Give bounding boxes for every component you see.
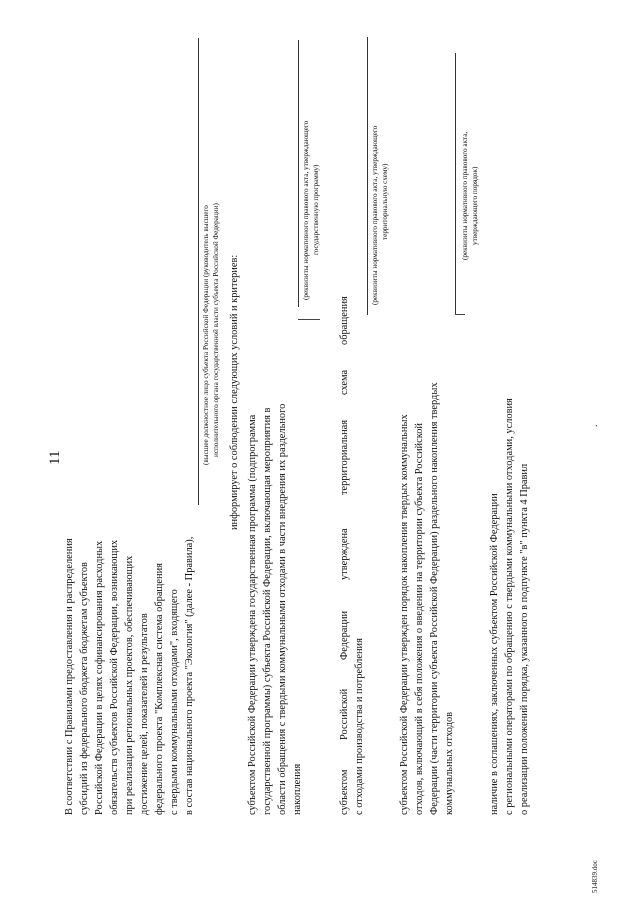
scheme-line: с отходами производства и потребления	[354, 638, 365, 815]
scheme-word: Федерации	[339, 610, 350, 660]
scheme-requisites-underline	[367, 37, 368, 315]
scheme-word: субъектом	[339, 769, 350, 815]
intro-line: достижение целей, показателей и результатов	[139, 613, 150, 815]
intro-line: обязательств субъектов Российской Федерации, возникающих	[109, 539, 120, 815]
intro-line: с твердыми коммунальными отходами", входящего	[169, 589, 180, 815]
stray-dot: .	[589, 424, 600, 427]
order-divider	[455, 314, 465, 315]
scheme-word: территориальная	[339, 419, 350, 495]
order-line: коммунальных отходов	[444, 711, 455, 815]
program-line: накопления	[292, 763, 303, 815]
agreements-line: о реализации положений порядка, указанного в подпункте "в" пункта 4 Правил	[519, 463, 530, 815]
footer-doc-id: 514839.doc	[591, 860, 599, 893]
program-line: государственной программы) субъекта Российской Федерации, включающая мероприятия в	[262, 407, 273, 815]
intro-line: в состав национального проекта "Экология" (далее - Правила),	[184, 536, 195, 815]
intro-line: Российской Федерации в целях софинансирования расходных	[94, 540, 105, 815]
order-line: отходов, включающий в себя положения о введении на территории субъекта Российской	[414, 423, 425, 815]
intro-line: В соответствии с Правилами предоставления и распределения	[64, 538, 75, 815]
order-line: субъектом Российской Федерации утвержден порядок накопления твердых коммунальных	[399, 414, 410, 815]
intro-line: при реализации региональных проектов, обеспечивающих	[124, 555, 135, 815]
scheme-word: схема	[339, 369, 350, 395]
official-caption: (высшее должностное лицо субъекта Российской Федерации (руководитель высшего	[202, 205, 210, 465]
page-number: 11	[47, 450, 63, 465]
official-caption: исполнительного органа государственной власти субъекта Российской Федерации)	[212, 203, 220, 457]
official-underline	[198, 38, 199, 505]
program-requisites-underline	[298, 40, 299, 307]
program-line: субъектом Российской Федерации утверждена государственная программа (подпрограмма	[247, 414, 258, 815]
scheme-word: обращения	[339, 296, 350, 345]
informs-line: информирует о соблюдении следующих условий и критериев:	[229, 254, 240, 530]
scheme-caption: территориальную схему)	[381, 163, 389, 240]
agreements-line: с региональными операторами по обращению с твердыми коммунальными отходами, условия	[504, 398, 515, 815]
program-divider	[298, 319, 320, 320]
order-line: Федерации (части территории субъекта Российской Федерации) раздельного накопления твердых	[429, 382, 440, 815]
scheme-word: Российской	[339, 688, 350, 740]
program-caption: (реквизиты нормативного правового акта, утверждающего	[302, 120, 310, 300]
order-requisites-underline	[455, 53, 456, 315]
intro-line: федерального проекта "Комплексная система обращения	[154, 563, 165, 815]
program-caption: государственную программу)	[312, 164, 320, 255]
scheme-word: утверждена	[339, 528, 350, 580]
program-line: области обращения с твердыми коммунальными отходами в части внедрения их раздельного	[277, 403, 288, 815]
intro-line: субсидий из федерального бюджета бюджетам субъектов	[79, 562, 90, 815]
agreements-line: наличие в соглашениях, заключенных субъектом Российской Федерации	[489, 493, 500, 815]
scheme-caption: (реквизиты нормативного правового акта, утверждающего	[371, 125, 379, 305]
order-caption: утверждающего порядок)	[471, 166, 479, 245]
order-caption: (реквизиты нормативного правового акта,	[461, 131, 469, 260]
